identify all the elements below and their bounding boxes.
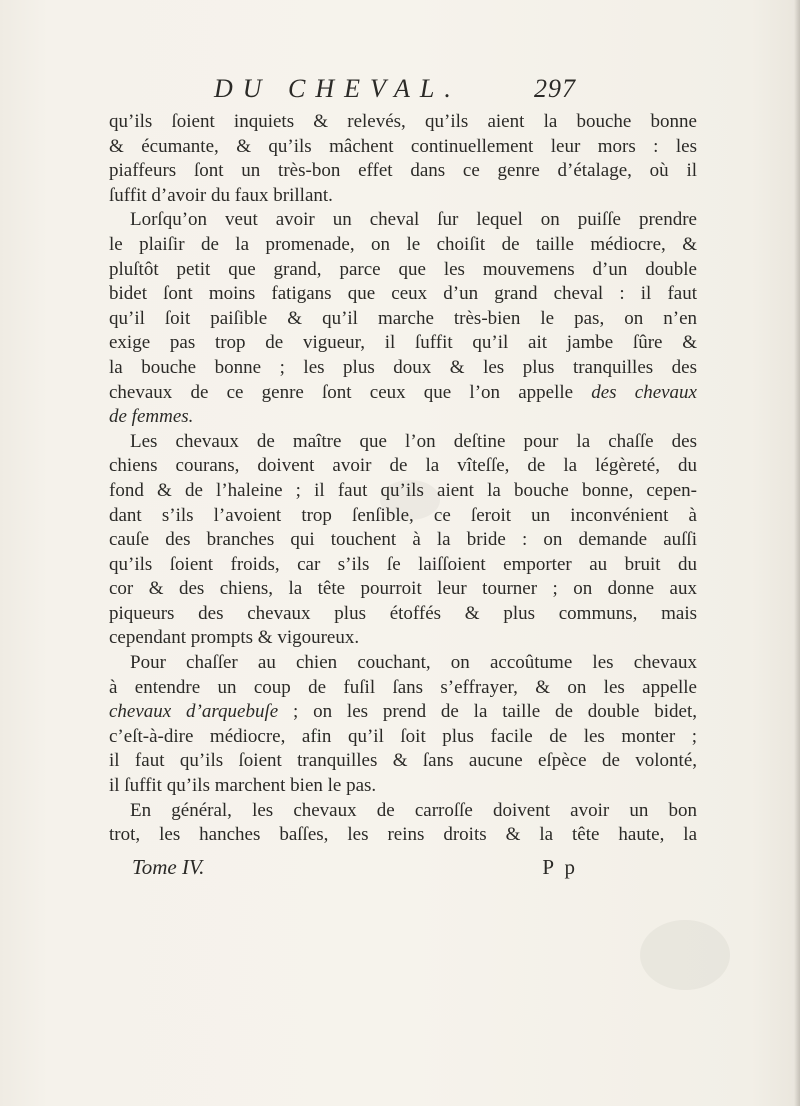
- page-footer: [132, 855, 578, 883]
- text-segment: chevaux de ce genre ſont ceux que l’on appelle: [109, 381, 574, 403]
- paper-stain: [640, 920, 730, 990]
- text-line: cependant prompts & vigoureux.: [109, 627, 360, 649]
- text-line: cauſe des branches qui touchent à la bride : on demande auſſi: [109, 529, 697, 551]
- text-line: dant s’ils l’avoient trop ſenſible, ce ſeroit un inconvénient à: [109, 504, 697, 526]
- paragraph-start-line: Pour chaſſer au chien couchant, on accoûtume les chevaux: [130, 652, 697, 674]
- text-line: ſuffit d’avoir du faux brillant.: [109, 184, 333, 206]
- text-line: exige pas trop de vigueur, il ſuffit qu’il ait jambe ſûre &: [109, 332, 697, 354]
- italic-phrase: chevaux d’arquebuſe: [109, 701, 279, 723]
- text-line: bidet ſont moins fatigans que ceux d’un grand cheval : il faut: [109, 283, 697, 305]
- running-head: DU CHEVAL.: [214, 74, 461, 103]
- text-line: qu’ils ſoient froids, car s’ils ſe laiſſoient emporter au bruit du: [109, 553, 697, 575]
- text-line: chiens courans, doivent avoir de la vîteſſe, de la légèreté, du: [109, 455, 697, 477]
- text-line: piaffeurs ſont un très-bon effet dans ce genre d’étalage, où il: [109, 160, 697, 182]
- text-segment: ; on les prend de la taille de double bidet,: [293, 701, 697, 723]
- italic-phrase-line: de femmes.: [109, 406, 194, 428]
- page-number: 297: [534, 74, 576, 103]
- text-line: à entendre un coup de fuſil ſans s’effrayer, & on les appelle: [109, 676, 697, 698]
- page-header: [214, 74, 574, 106]
- text-line: le plaiſir de la promenade, on le choiſit de taille médiocre, &: [109, 233, 697, 255]
- text-line: [109, 700, 697, 725]
- text-line: il faut qu’ils ſoient tranquilles & ſans aucune eſpèce de volonté,: [109, 750, 697, 772]
- text-line: cor & des chiens, la tête pourroit leur tourner ; on donne aux: [109, 578, 697, 600]
- text-line: & écumante, & qu’ils mâchent continuellement leur mors : les: [109, 135, 697, 157]
- paragraph-start-line: Lorſqu’on veut avoir un cheval ſur lequel on puiſſe prendre: [130, 209, 697, 231]
- text-line: pluſtôt petit que grand, parce que les mouvemens d’un double: [109, 258, 697, 280]
- volume-label: Tome IV.: [132, 855, 205, 879]
- body-text: [109, 110, 697, 848]
- page-edge-shadow: [794, 0, 800, 1106]
- italic-phrase: des chevaux: [591, 381, 697, 403]
- signature-mark: P p: [542, 855, 578, 879]
- text-line: la bouche bonne ; les plus doux & les plus tranquilles des: [109, 356, 697, 378]
- text-line: qu’ils ſoient inquiets & relevés, qu’ils aient la bouche bonne: [109, 111, 697, 132]
- text-line: piqueurs des chevaux plus étoffés & plus communs, mais: [109, 602, 697, 624]
- text-line: [109, 381, 697, 406]
- text-line: qu’il ſoit paiſible & qu’il marche très-bien le pas, on n’en: [109, 307, 697, 329]
- text-line: c’eſt-à-dire médiocre, afin qu’il ſoit plus facile de les monter ;: [109, 725, 697, 747]
- text-line: il ſuffit qu’ils marchent bien le pas.: [109, 775, 377, 797]
- paragraph-start-line: En général, les chevaux de carroſſe doivent avoir un bon: [130, 799, 697, 821]
- text-line: trot, les hanches baſſes, les reins droits & la tête haute, la: [109, 824, 697, 846]
- text-line: fond & de l’haleine ; il faut qu’ils aient la bouche bonne, cepen-: [109, 479, 697, 501]
- paragraph-start-line: Les chevaux de maître que l’on deſtine pour la chaſſe des: [130, 430, 697, 452]
